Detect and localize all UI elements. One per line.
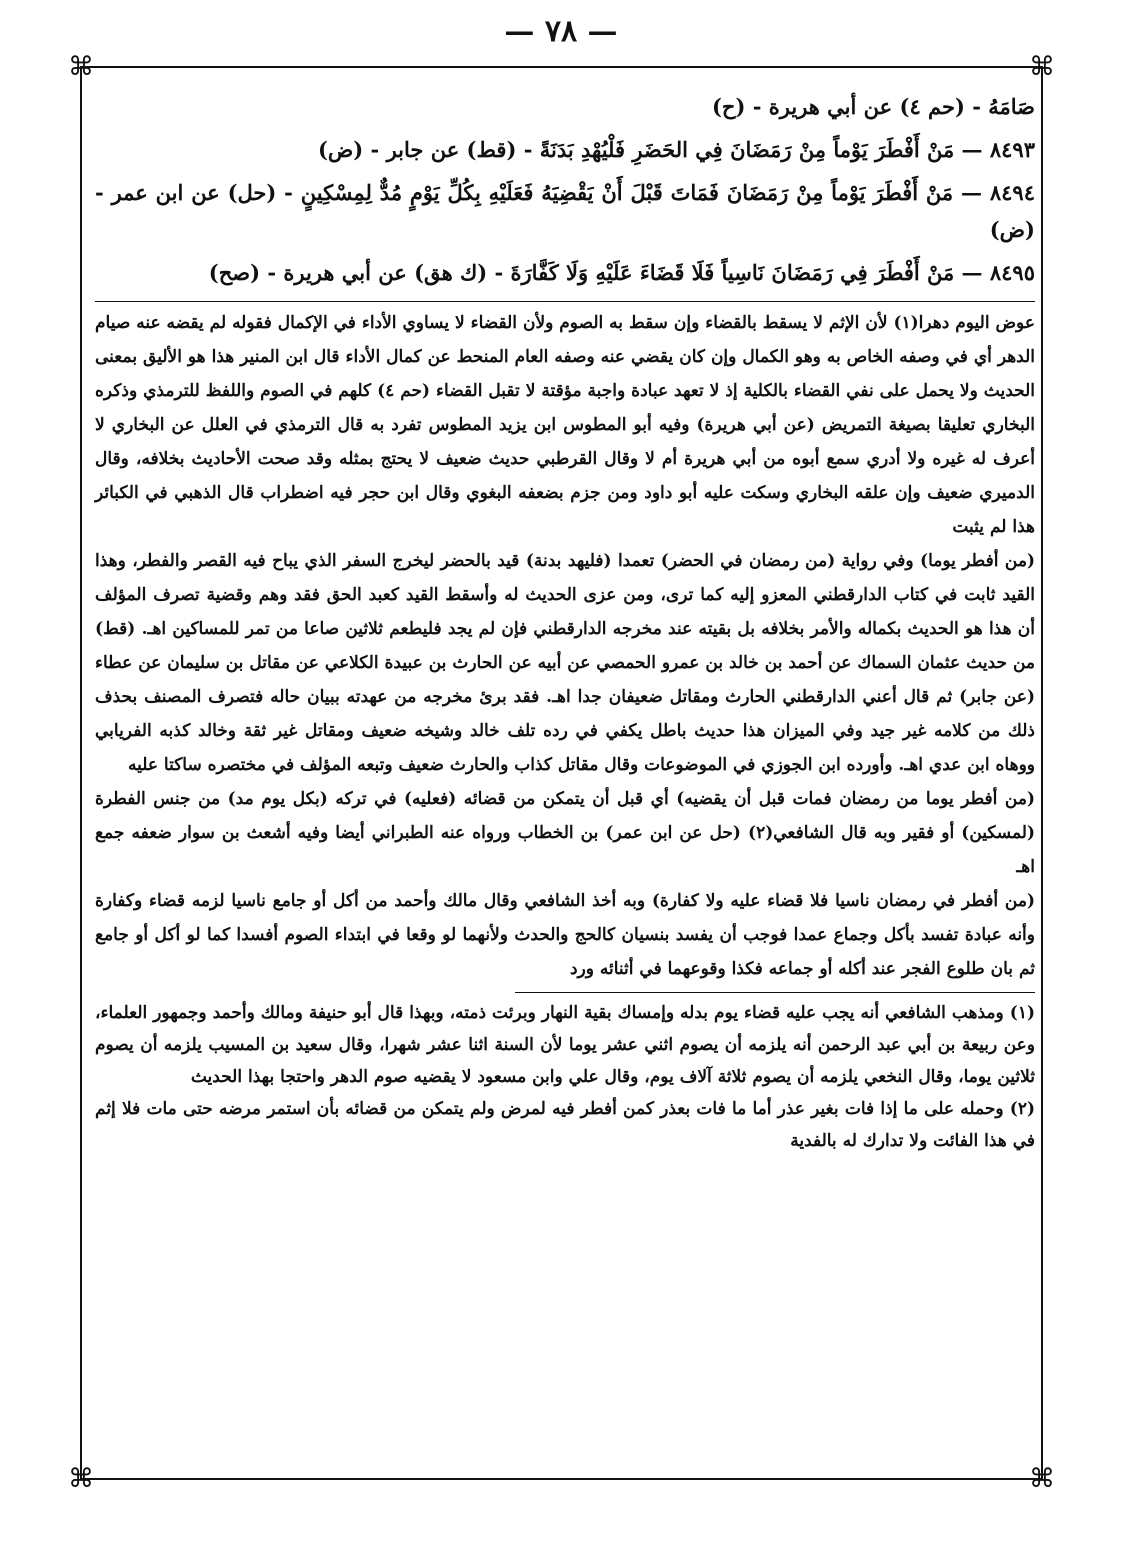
footnotes-block <box>95 997 1035 1157</box>
frame-top <box>80 66 1042 68</box>
corner-ornament-bottom-right: ⌘ <box>1029 1464 1055 1494</box>
commentary-paragraph: (من أفطر يوما) وفي رواية (من رمضان في الحضر) تعمدا (فليهد بدنة) قيد بالحضر ليخرج السفر الذي يباح فيه القصر والفطر، وهذا القيد ثابت في كتاب الدارقطني المعزو إليه كما ترى، ومن عزى الحديث له وأسقط القيد كعبد الحق فقد وهم وقضية تصرف المؤلف أن هذا هو الحديث بكماله والأمر بخلافه بل بقيته عند مخرجه الدارقطني فإن لم يجد فليطعم ثلاثين صاعا من تمر للمساكين اهـ. (قط) من حديث عثمان السماك عن أحمد بن خالد بن عمرو الحمصي عن أبيه عن الحارث بن عبيدة الكلاعي عن مقاتل بن سليمان عن عطاء (عن جابر) ثم قال أعني الدارقطني الحارث ومقاتل ضعيفان جدا اهـ. فقد برئ مخرجه من عهدته ببيان حاله فتصرف المصنف بحذف ذلك من كلامه غير جيد وفي الميزان هذا حديث باطل يكفي في رده تلف خالد وشيخه ضعيف ومقاتل غير ثقة وخالد كذبه الفريابي ووهاه ابن عدي اهـ. وأورده ابن الجوزي في الموضوعات وقال مقاتل كذاب والحارث ضعيف وتبعه المؤلف في مختصره ساكتا عليه <box>95 551 1035 775</box>
footnote: (١) ومذهب الشافعي أنه يجب عليه قضاء يوم بدله وإمساك بقية النهار وبرئت ذمته، وبهذا قال أبو حنيفة ومالك وأحمد وجمهور العلماء، وعن ربيعة بن أبي عبد الرحمن أنه يلزمه أن يصوم اثني عشر يوما لأن السنة اثنا عشر شهرا، وقال سعيد بن المسيب يلزمه أن يصوم ثلاثين يوما، وقال النخعي يلزمه أن يصوم ثلاثة آلاف يوم، وقال علي وابن مسعود لا يقضيه صوم الدهر واحتجا بهذا الحديث <box>95 1003 1035 1087</box>
footnote-separator <box>515 992 1035 993</box>
hadith-line: ٨٤٩٣ — مَنْ أَفْطَرَ يَوْماً مِنْ رَمَضَانَ فِي الحَضَرِ فَلْيُهْدِ بَدَنَةً - (قط) عن جابر - (ض) <box>317 137 1035 162</box>
frame-left <box>80 66 82 1479</box>
commentary-paragraph: (من أفطر يوما من رمضان فمات قبل أن يقضيه) أي قبل أن يتمكن من قضائه (فعليه) في تركه (بكل يوم مد) من جنس الفطرة (لمسكين) أو فقير وبه قال الشافعي(٢) (حل عن ابن عمر) بن الخطاب ورواه عنه الطبراني أيضا وفيه أشعث بن سوار ضعفه جمع اهـ <box>95 789 1035 877</box>
commentary-paragraph: (من أفطر في رمضان ناسيا فلا قضاء عليه ولا كفارة) وبه أخذ الشافعي وقال مالك وأحمد من أكل أو جامع ناسيا لزمه قضاء وكفارة وأنه عبادة تفسد بأكل وجماع عمدا فوجب أن يفسد بنسيان كالحج والحدث ولأنهما لو وقعا في ابتداء الصوم أفسدا كما لو أكل أو جامع ثم بان طلوع الفجر عند أكله أو جماعه فكذا وقوعهما في أثنائه ورد <box>95 891 1035 979</box>
page-content <box>95 88 1035 1157</box>
hadith-line: ٨٤٩٤ — مَنْ أَفْطَرَ يَوْماً مِنْ رَمَضَانَ فَمَاتَ قَبْلَ أَنْ يَقْضِيَهُ فَعَلَيْهِ بِكُلِّ يَوْمٍ مُدٌّ لِمِسْكِينٍ - (حل) عن ابن عمر - (ض) <box>95 180 1035 242</box>
hadith-line: ٨٤٩٥ — مَنْ أَفْطَرَ فِي رَمَضَانَ نَاسِياً فَلَا قَضَاءَ عَلَيْهِ وَلَا كَفَّارَةَ - (ك هق) عن أبي هريرة - (صح) <box>208 260 1035 285</box>
frame-bottom <box>80 1478 1042 1480</box>
page-number: — ٧٨ — <box>504 14 618 49</box>
corner-ornament-bottom-left: ⌘ <box>68 1464 94 1494</box>
hadith-block <box>95 88 1035 291</box>
frame-right <box>1041 66 1043 1479</box>
corner-ornament-top-right: ⌘ <box>1029 52 1055 82</box>
hadith-line: صَامَهُ - (حم ٤) عن أبي هريرة - (ح) <box>712 94 1035 119</box>
commentary-block <box>95 301 1035 986</box>
footnote: (٢) وحمله على ما إذا فات بغير عذر أما ما فات بعذر كمن أفطر فيه لمرض ولم يتمكن من قضائه بأن استمر مرضه حتى مات فلا إثم في هذا الفائت ولا تدارك له بالفدية <box>95 1099 1035 1151</box>
commentary-paragraph: عوض اليوم دهرا(١) لأن الإثم لا يسقط بالقضاء وإن سقط به الصوم ولأن القضاء لا يساوي الأداء في الإكمال فقوله لم يقضه عنه صيام الدهر أي في وصفه الخاص به وهو الكمال وإن كان يقضي عنه وصفه العام المنحط عن كمال الأداء قال ابن المنير هذا هو الأليق بمعنى الحديث ولا يحمل على نفي القضاء بالكلية إذ لا تعهد عبادة واجبة مؤقتة لا تقبل القضاء (حم ٤) كلهم في الصوم واللفظ للترمذي وذكره البخاري تعليقا بصيغة التمريض (عن أبي هريرة) وفيه أبو المطوس ابن يزيد المطوس تفرد به قال الترمذي في العلل عن البخاري لا أعرف له غيره ولا أدري سمع أبوه من أبي هريرة أم لا وقال القرطبي حديث ضعيف لا يحتج بمثله وقد صحت الأحاديث بخلافه، وقال الدميري ضعيف وإن علقه البخاري وسكت عليه أبو داود ومن جزم بضعفه البغوي وقال ابن حجر فيه اضطراب قال الذهبي في الكبائر هذا لم يثبت <box>95 313 1035 537</box>
corner-ornament-top-left: ⌘ <box>68 52 94 82</box>
